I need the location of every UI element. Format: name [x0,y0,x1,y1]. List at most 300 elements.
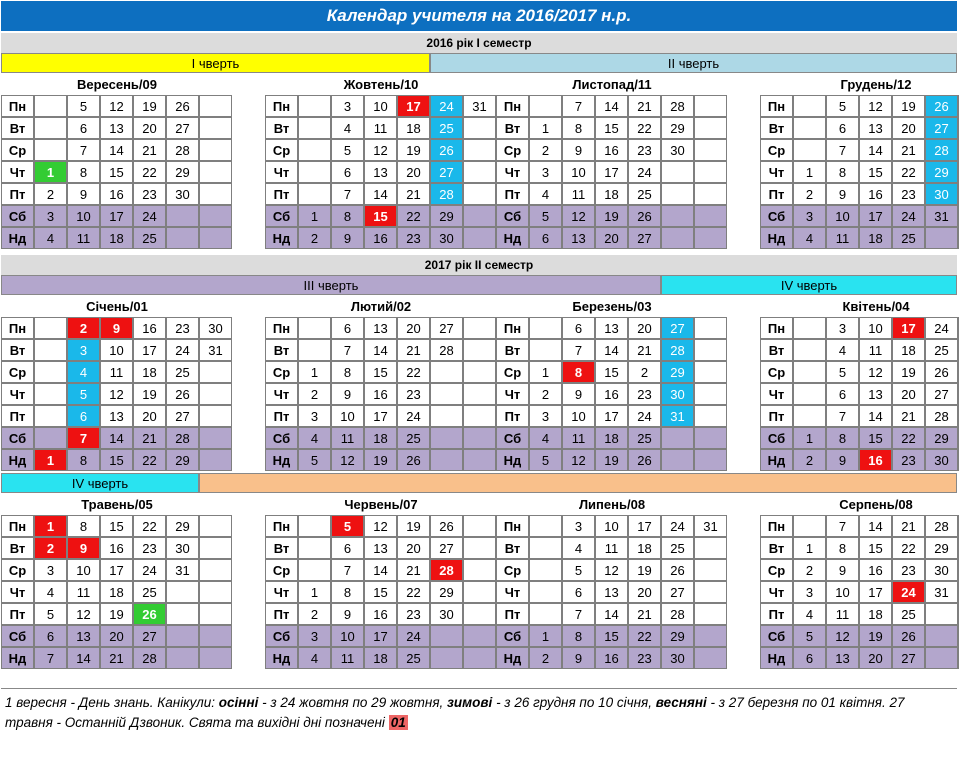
weekday-label: Вт [1,537,34,559]
date-cell: 12 [562,205,595,227]
weekday-label: Ср [265,139,298,161]
month-block [496,296,728,471]
date-cell: 25 [133,581,166,603]
date-cell: 21 [892,515,925,537]
weekday-label: Сб [1,625,34,647]
month-grid [760,317,959,471]
date-cell: 26 [166,383,199,405]
date-cell: 16 [100,537,133,559]
date-cell: 5 [331,139,364,161]
date-cell: 3 [298,625,331,647]
date-cell: 13 [364,317,397,339]
date-cell: 13 [364,161,397,183]
weekday-label: Чт [760,383,793,405]
date-cell: 28 [661,95,694,117]
date-cell: 1 [529,117,562,139]
date-cell: 3 [529,161,562,183]
date-cell [34,317,67,339]
date-cell: 23 [397,383,430,405]
page-title: Календар учителя на 2016/2017 н.р. [1,1,957,31]
date-cell: 21 [100,647,133,669]
date-cell: 13 [100,405,133,427]
date-cell: 10 [100,339,133,361]
date-cell: 27 [892,647,925,669]
date-cell: 3 [562,515,595,537]
date-cell: 11 [331,427,364,449]
weekday-label: Ср [496,361,529,383]
date-cell [298,515,331,537]
date-cell: 15 [859,427,892,449]
weekday-label: Сб [265,427,298,449]
date-cell: 6 [34,625,67,647]
date-cell [793,317,826,339]
date-cell: 16 [364,227,397,249]
date-cell: 29 [166,449,199,471]
date-cell: 4 [562,537,595,559]
weekday-label: Чт [496,581,529,603]
date-cell: 3 [793,205,826,227]
date-cell: 25 [166,361,199,383]
date-cell: 10 [595,515,628,537]
date-cell [793,139,826,161]
weekday-label: Нд [496,449,529,471]
date-cell: 30 [661,139,694,161]
date-cell: 25 [892,603,925,625]
date-cell: 27 [661,317,694,339]
semester-2-header: 2017 рік ІІ семестр [1,254,957,275]
weekday-label: Чт [760,581,793,603]
date-cell: 15 [859,537,892,559]
date-cell: 16 [595,139,628,161]
date-cell: 20 [133,405,166,427]
date-cell: 16 [133,317,166,339]
month-name: Січень/01 [86,299,148,314]
date-cell: 23 [133,537,166,559]
date-cell: 16 [595,647,628,669]
date-cell: 14 [595,603,628,625]
date-cell: 1 [529,625,562,647]
date-cell: 12 [595,559,628,581]
date-cell [694,205,727,227]
note-spring: весняні [655,695,707,710]
date-cell: 24 [397,405,430,427]
date-cell: 26 [925,95,958,117]
date-cell: 17 [100,559,133,581]
month-name: Листопад/11 [572,77,652,92]
date-cell [34,361,67,383]
date-cell: 13 [859,117,892,139]
weekday-label: Сб [496,625,529,647]
date-cell: 14 [859,515,892,537]
date-cell [463,603,496,625]
date-cell: 15 [100,161,133,183]
date-cell [463,361,496,383]
date-cell: 16 [859,183,892,205]
date-cell: 19 [892,361,925,383]
date-cell: 14 [100,427,133,449]
date-cell: 28 [430,339,463,361]
date-cell: 24 [133,205,166,227]
date-cell [694,227,727,249]
date-cell [166,625,199,647]
weekday-label: Чт [265,161,298,183]
month-block [760,74,959,249]
date-cell: 4 [298,647,331,669]
date-cell: 2 [628,361,661,383]
note-text-2: - з 24 жовтня по 29 жовтня, [258,695,448,710]
date-cell: 8 [562,625,595,647]
date-cell: 21 [133,139,166,161]
date-cell: 12 [826,625,859,647]
weekday-label: Вт [760,117,793,139]
date-cell: 29 [661,117,694,139]
date-cell [199,603,232,625]
date-cell: 4 [67,361,100,383]
date-cell: 6 [826,117,859,139]
date-cell: 2 [298,227,331,249]
date-cell [199,361,232,383]
date-cell: 6 [67,405,100,427]
date-cell: 1 [298,581,331,603]
date-cell: 13 [595,317,628,339]
date-cell: 24 [430,95,463,117]
date-cell: 11 [562,183,595,205]
date-cell [529,95,562,117]
quarter-1-bar: І чверть [1,53,430,73]
date-cell [199,647,232,669]
date-cell [34,117,67,139]
weekday-label: Пн [496,95,529,117]
date-cell: 18 [859,227,892,249]
weekday-label: Вт [265,537,298,559]
date-cell: 19 [100,603,133,625]
date-cell [463,581,496,603]
date-cell: 22 [397,205,430,227]
date-cell: 13 [100,117,133,139]
month-name: Квітень/04 [842,299,910,314]
date-cell: 31 [925,581,958,603]
date-cell: 2 [34,537,67,559]
weekday-label: Сб [496,427,529,449]
date-cell [694,405,727,427]
date-cell: 17 [133,339,166,361]
date-cell: 20 [892,383,925,405]
date-cell: 18 [628,537,661,559]
month-grid [265,95,497,249]
date-cell: 3 [826,317,859,339]
weekday-label: Чт [496,161,529,183]
date-cell: 28 [430,183,463,205]
date-cell [529,603,562,625]
date-cell: 11 [826,227,859,249]
date-cell: 8 [331,581,364,603]
date-cell [430,405,463,427]
date-cell [793,383,826,405]
date-cell: 9 [331,603,364,625]
weekday-label: Нд [760,647,793,669]
weekday-label: Нд [760,227,793,249]
date-cell: 20 [397,317,430,339]
date-cell: 21 [397,559,430,581]
date-cell: 29 [430,581,463,603]
date-cell: 10 [67,559,100,581]
date-cell [793,361,826,383]
date-cell [298,537,331,559]
date-cell: 7 [562,95,595,117]
weekday-label: Пн [265,317,298,339]
date-cell [199,183,232,205]
date-cell: 10 [331,625,364,647]
date-cell: 3 [298,405,331,427]
date-cell: 15 [595,625,628,647]
date-cell [694,317,727,339]
date-cell: 22 [133,515,166,537]
date-cell: 1 [34,161,67,183]
weekday-label: Пн [760,95,793,117]
date-cell: 2 [298,603,331,625]
weekday-label: Пт [760,603,793,625]
month-block [265,74,497,249]
date-cell [298,95,331,117]
date-cell: 29 [430,205,463,227]
date-cell: 4 [529,183,562,205]
date-cell: 10 [331,405,364,427]
date-cell [694,581,727,603]
legend-note [1,688,957,766]
date-cell: 5 [298,449,331,471]
month-block [265,296,497,471]
note-autumn: осінні [218,695,259,710]
date-cell: 12 [67,603,100,625]
date-cell: 24 [892,205,925,227]
date-cell: 11 [595,537,628,559]
date-cell [925,647,958,669]
date-cell: 22 [397,581,430,603]
date-cell: 24 [397,625,430,647]
date-cell: 15 [595,361,628,383]
date-cell [529,537,562,559]
date-cell: 22 [133,449,166,471]
date-cell: 26 [925,361,958,383]
date-cell: 23 [133,183,166,205]
date-cell [199,227,232,249]
date-cell: 22 [892,161,925,183]
month-block [1,296,233,471]
date-cell: 9 [826,559,859,581]
date-cell: 7 [562,339,595,361]
date-cell [199,559,232,581]
date-cell [34,405,67,427]
date-cell: 6 [331,317,364,339]
date-cell: 23 [892,183,925,205]
weekday-label: Пн [1,515,34,537]
note-text-1: 1 вересня - День знань. Канікули: [5,695,219,710]
month-grid [760,95,959,249]
date-cell [463,515,496,537]
date-cell [463,427,496,449]
weekday-label: Нд [265,449,298,471]
date-cell: 17 [364,405,397,427]
date-cell: 8 [331,205,364,227]
date-cell: 23 [166,317,199,339]
date-cell: 30 [925,183,958,205]
date-cell: 20 [892,117,925,139]
date-cell: 10 [826,581,859,603]
quarter-4-bar-2: IV чверть [1,473,199,493]
note-winter: зимові [447,695,493,710]
date-cell: 15 [364,361,397,383]
date-cell: 23 [628,647,661,669]
weekday-label: Пт [265,405,298,427]
date-cell [199,581,232,603]
date-cell: 19 [397,139,430,161]
date-cell: 11 [826,603,859,625]
date-cell: 2 [529,383,562,405]
date-cell: 21 [892,405,925,427]
date-cell [925,227,958,249]
date-cell: 9 [67,537,100,559]
date-cell: 30 [430,603,463,625]
date-cell: 6 [67,117,100,139]
date-cell: 28 [430,559,463,581]
date-cell: 20 [628,317,661,339]
date-cell: 7 [331,559,364,581]
date-cell: 1 [529,361,562,383]
date-cell: 22 [628,117,661,139]
date-cell: 11 [859,339,892,361]
weekday-label: Пн [265,95,298,117]
date-cell [199,427,232,449]
date-cell: 26 [166,95,199,117]
date-cell: 26 [397,449,430,471]
date-cell: 2 [67,317,100,339]
date-cell: 27 [430,161,463,183]
date-cell [793,95,826,117]
date-cell: 21 [133,427,166,449]
date-cell: 19 [628,559,661,581]
date-cell [925,625,958,647]
date-cell [463,449,496,471]
summer-bar [199,473,957,493]
date-cell [463,117,496,139]
date-cell: 7 [67,427,100,449]
date-cell: 28 [133,647,166,669]
date-cell: 20 [133,117,166,139]
weekday-label: Нд [1,449,34,471]
date-cell [34,427,67,449]
weekday-label: Пн [265,515,298,537]
date-cell: 28 [661,339,694,361]
month-block [1,74,233,249]
date-cell [694,161,727,183]
date-cell: 14 [364,339,397,361]
date-cell [463,139,496,161]
date-cell: 5 [331,515,364,537]
date-cell: 23 [892,559,925,581]
month-block [496,74,728,249]
date-cell: 27 [430,537,463,559]
date-cell: 2 [298,383,331,405]
date-cell [694,559,727,581]
date-cell: 17 [397,95,430,117]
date-cell: 7 [331,183,364,205]
semester-1-header: 2016 рік І семестр [1,32,957,53]
date-cell: 14 [67,647,100,669]
date-cell [661,449,694,471]
month-grid [1,317,233,471]
date-cell: 23 [628,383,661,405]
date-cell: 10 [562,405,595,427]
date-cell [199,205,232,227]
weekday-label: Пт [760,183,793,205]
date-cell: 31 [166,559,199,581]
date-cell: 5 [529,449,562,471]
date-cell [298,339,331,361]
date-cell: 8 [67,515,100,537]
date-cell [694,383,727,405]
weekday-label: Вт [760,537,793,559]
date-cell [34,383,67,405]
date-cell: 26 [430,139,463,161]
date-cell: 12 [859,95,892,117]
date-cell: 23 [397,603,430,625]
month-grid [1,515,233,669]
date-cell: 14 [364,559,397,581]
date-cell: 13 [595,581,628,603]
date-cell [34,139,67,161]
date-cell: 18 [595,183,628,205]
date-cell [166,227,199,249]
date-cell: 17 [595,405,628,427]
date-cell: 19 [133,95,166,117]
date-cell: 24 [661,515,694,537]
date-cell: 21 [397,183,430,205]
date-cell: 9 [67,183,100,205]
date-cell: 26 [628,205,661,227]
weekday-label: Пн [496,515,529,537]
date-cell: 5 [34,603,67,625]
date-cell: 14 [100,139,133,161]
date-cell: 28 [166,427,199,449]
date-cell: 30 [925,449,958,471]
date-cell: 30 [166,183,199,205]
date-cell: 12 [859,361,892,383]
date-cell: 15 [364,581,397,603]
date-cell [199,95,232,117]
date-cell: 2 [529,647,562,669]
date-cell: 25 [628,183,661,205]
weekday-label: Пт [1,405,34,427]
date-cell [529,339,562,361]
weekday-label: Ср [760,559,793,581]
weekday-label: Вт [1,339,34,361]
weekday-label: Вт [1,117,34,139]
date-cell: 25 [397,647,430,669]
date-cell: 18 [892,339,925,361]
weekday-label: Пн [496,317,529,339]
weekday-label: Вт [265,117,298,139]
weekday-label: Чт [265,581,298,603]
date-cell: 3 [793,581,826,603]
date-cell: 31 [694,515,727,537]
date-cell: 8 [67,449,100,471]
date-cell: 26 [661,559,694,581]
date-cell: 11 [67,581,100,603]
date-cell: 16 [364,603,397,625]
date-cell: 12 [562,449,595,471]
date-cell [34,339,67,361]
date-cell [463,227,496,249]
